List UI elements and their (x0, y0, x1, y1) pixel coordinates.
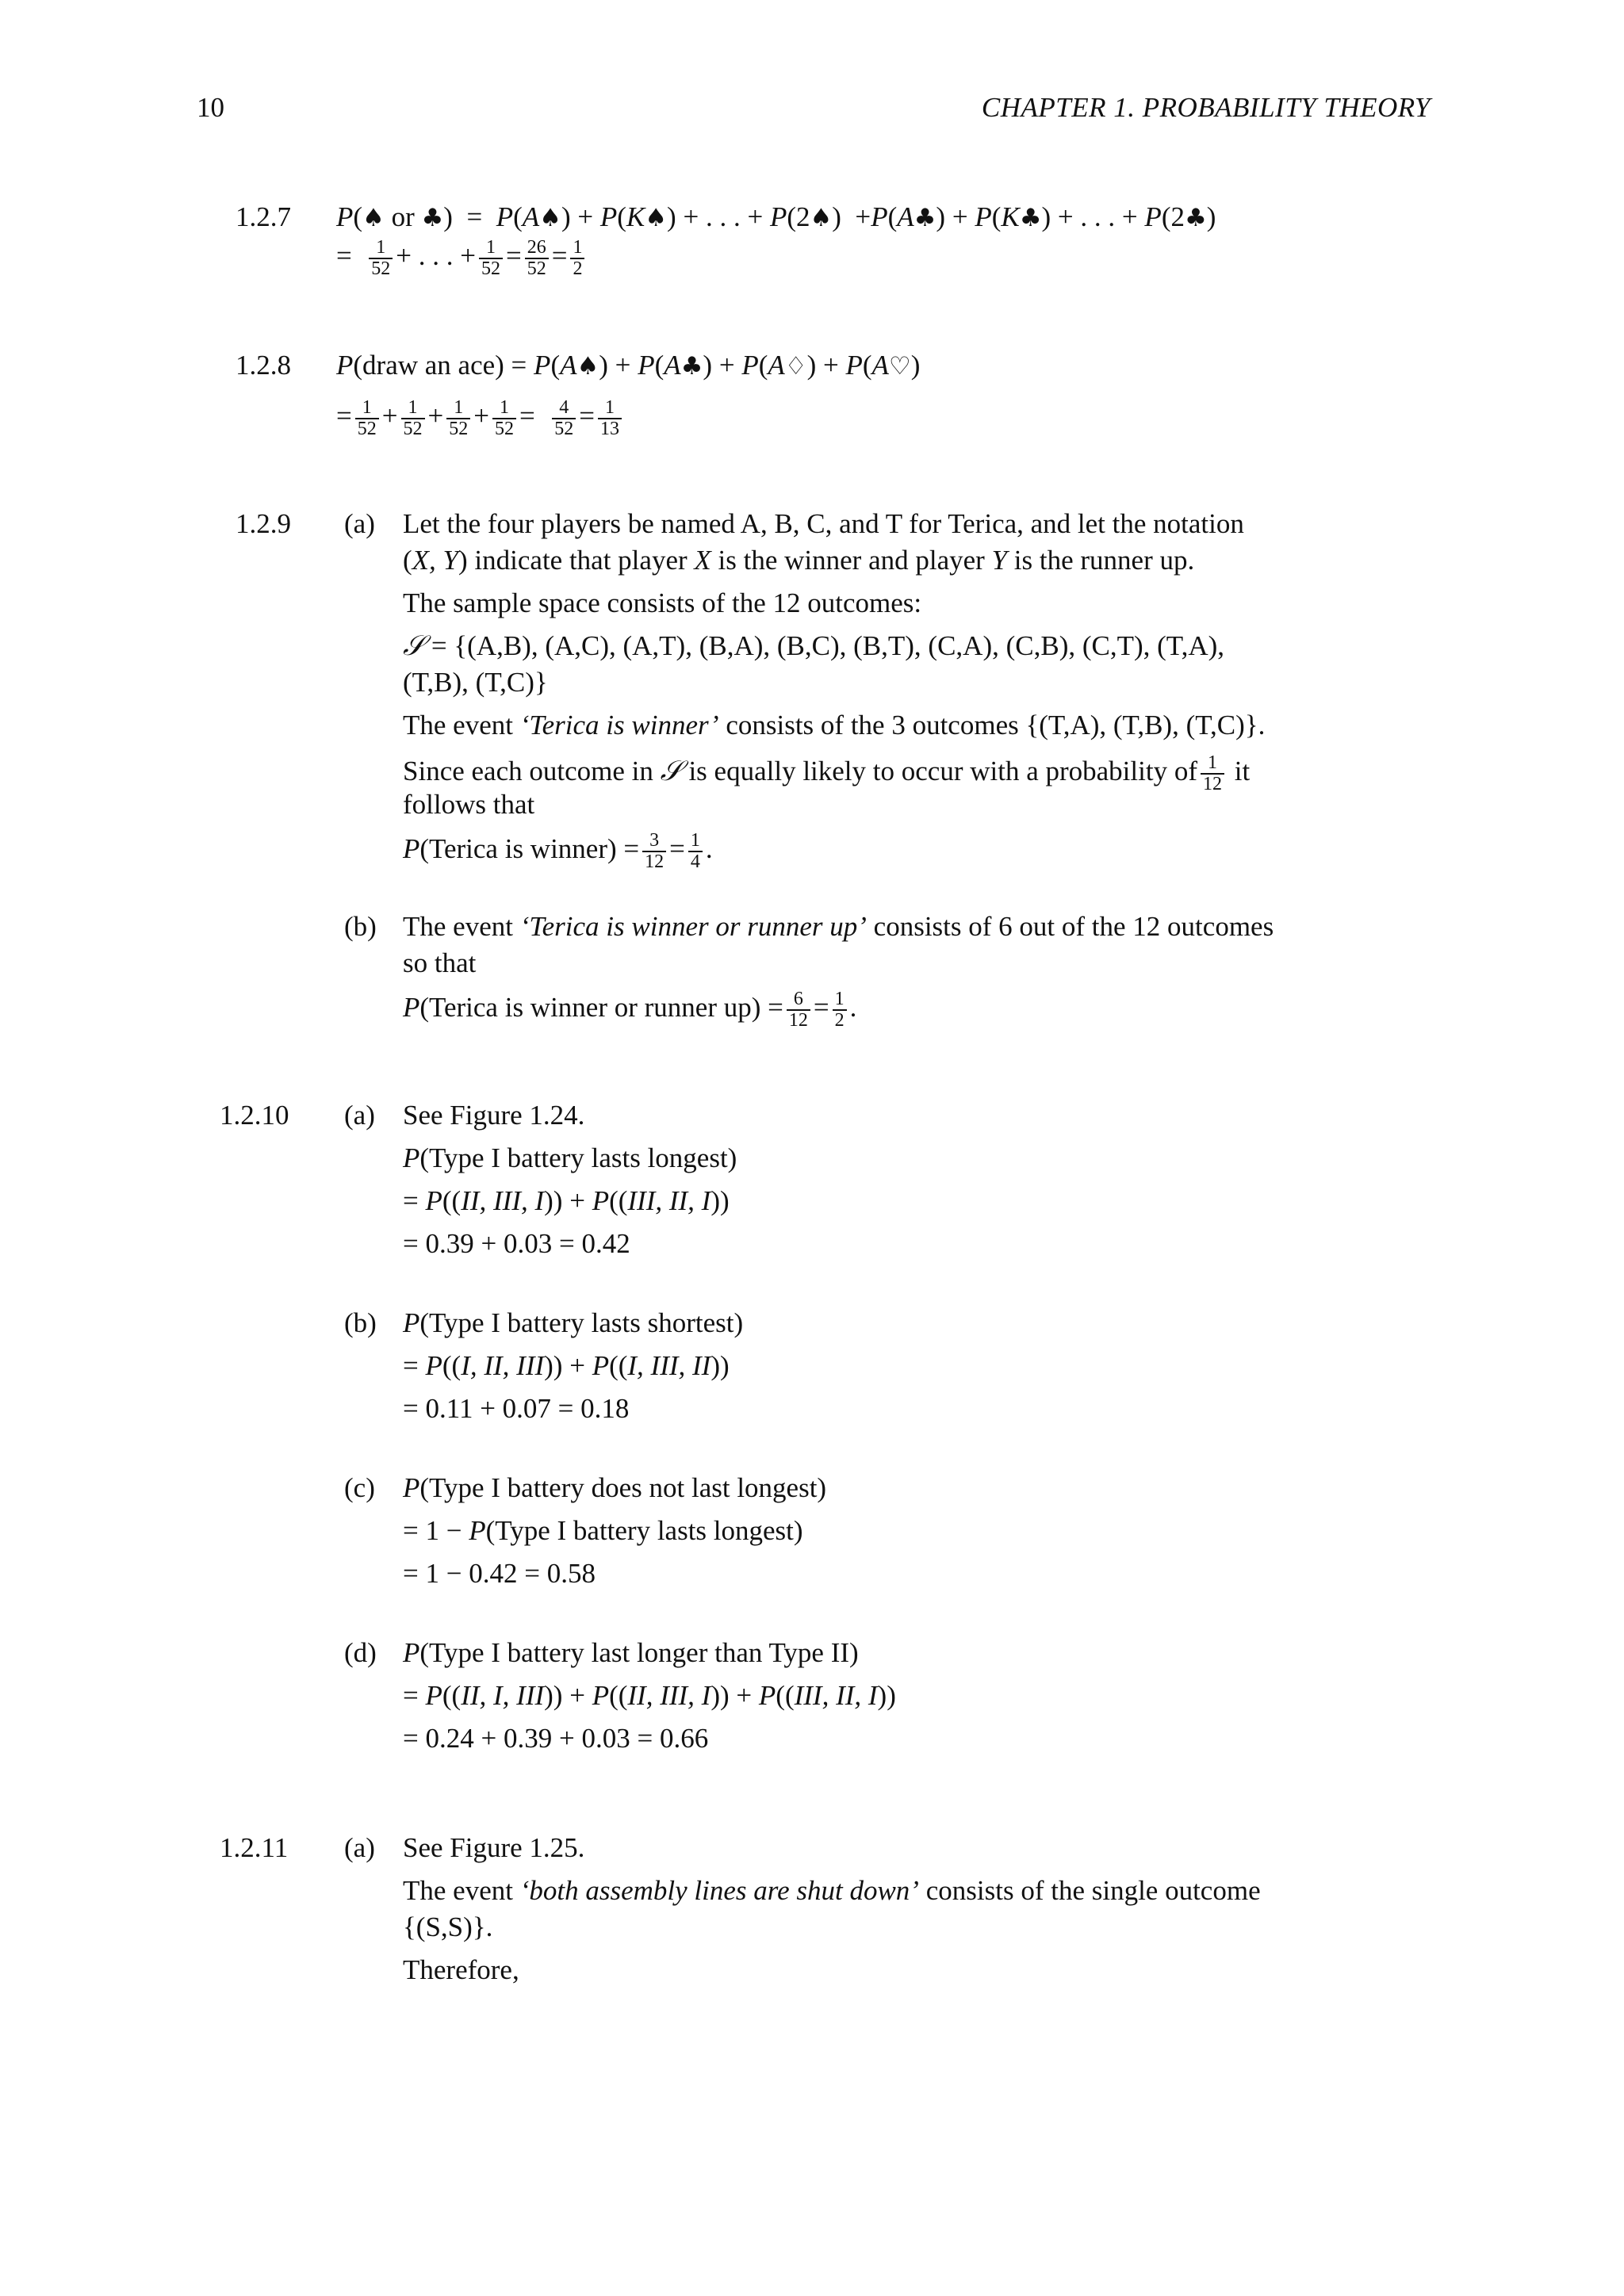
equation-line: P(Type I battery does not last longest) (403, 1472, 827, 1503)
equation-line: = P((II, I, III)) + P((II, III, I)) + P((III, II, I)) (403, 1680, 896, 1711)
text-line: See Figure 1.24. (403, 1100, 585, 1131)
equation-line: P(Type I battery lasts longest) (403, 1142, 737, 1173)
problem-number-1-2-9: 1.2.9 (236, 508, 291, 539)
equation-line: = 0.24 + 0.39 + 0.03 = 0.66 (403, 1723, 709, 1754)
equation-line: = 1 − P(Type I battery lasts longest) (403, 1515, 803, 1546)
text-line: follows that (403, 789, 535, 820)
equation-line: P(Type I battery last longer than Type II) (403, 1637, 859, 1668)
text-line: See Figure 1.25. (403, 1832, 585, 1863)
equation-line: = $\frac{1}{52}$ + . . . + $\frac{1}{52}$ = $\frac{26}{52}$ = $\frac{1}{2}$ (336, 238, 588, 279)
equation-line: P(Type I battery lasts shortest) (403, 1307, 744, 1338)
equation-line: = $\frac{1}{52}$ + $\frac{1}{52}$ + $\frac{1}{52}$ + $\frac{1}{52}$ = $\frac{4}{52}$ = $\frac{1}{13}$ (336, 398, 625, 439)
text-line: {(S,S)}. (403, 1911, 493, 1942)
text-line: Since each outcome in 𝒮 is equally likely to occur with a probability of $\frac{1}{12}$ it (403, 752, 1251, 795)
equation-line: = 0.11 + 0.07 = 0.18 (403, 1393, 630, 1424)
equation-line: = 1 − 0.42 = 0.58 (403, 1558, 596, 1589)
text-line: Therefore, (403, 1954, 519, 1985)
equation-line: P(♠ or ♣) = P(A♠) + P(K♠) + . . . + P(2♠) +P(A♣) + P(K♣) + . . . + P(2♣) (336, 201, 1216, 232)
part-label: (c) (344, 1472, 375, 1503)
part-label: (a) (344, 1100, 375, 1131)
problem-number-1-2-11: 1.2.11 (220, 1832, 289, 1863)
text-line: so that (403, 947, 477, 978)
text-line: The event ‘both assembly lines are shut down’ consists of the single outcome (403, 1875, 1261, 1906)
part-label: (a) (344, 508, 375, 539)
text-line: Let the four players be named A, B, C, and T for Terica, and let the notation (403, 508, 1244, 539)
text-line: The event ‘Terica is winner’ consists of the 3 outcomes {(T,A), (T,B), (T,C)}. (403, 710, 1266, 740)
equation-line: = P((II, III, I)) + P((III, II, I)) (403, 1185, 730, 1216)
text-line: 𝒮 = {(A,B), (A,C), (A,T), (B,A), (B,C), (B,T), (C,A), (C,B), (C,T), (T,A), (403, 630, 1225, 661)
equation-line: P(draw an ace) = P(A♠) + P(A♣) + P(A♢) + P(A♡) (336, 350, 921, 381)
part-label: (d) (344, 1637, 377, 1668)
equation-line: = P((I, II, III)) + P((I, III, II)) (403, 1350, 730, 1381)
problem-number-1-2-8: 1.2.8 (236, 350, 291, 381)
text-line: The sample space consists of the 12 outcomes: (403, 587, 922, 618)
problem-number-1-2-7: 1.2.7 (236, 201, 291, 232)
equation-line: P(Terica is winner) = $\frac{3}{12}$ = $\frac{1}{4}$ . (403, 830, 713, 873)
text-line: The event ‘Terica is winner or runner up’ consists of 6 out of the 12 outcomes (403, 911, 1274, 942)
equation-line: P(Terica is winner or runner up) = $\frac{6}{12}$ = $\frac{1}{2}$ . (403, 989, 857, 1031)
running-title: CHAPTER 1. PROBABILITY THEORY (981, 92, 1431, 123)
text-line: (X, Y) indicate that player X is the winner and player Y is the runner up. (403, 545, 1195, 576)
part-label: (b) (344, 1307, 377, 1338)
part-label: (a) (344, 1832, 375, 1863)
part-label: (b) (344, 911, 377, 942)
page-number: 10 (197, 92, 224, 123)
text-line: (T,B), (T,C)} (403, 667, 548, 698)
problem-number-1-2-10: 1.2.10 (220, 1100, 289, 1131)
equation-line: = 0.39 + 0.03 = 0.42 (403, 1228, 630, 1259)
